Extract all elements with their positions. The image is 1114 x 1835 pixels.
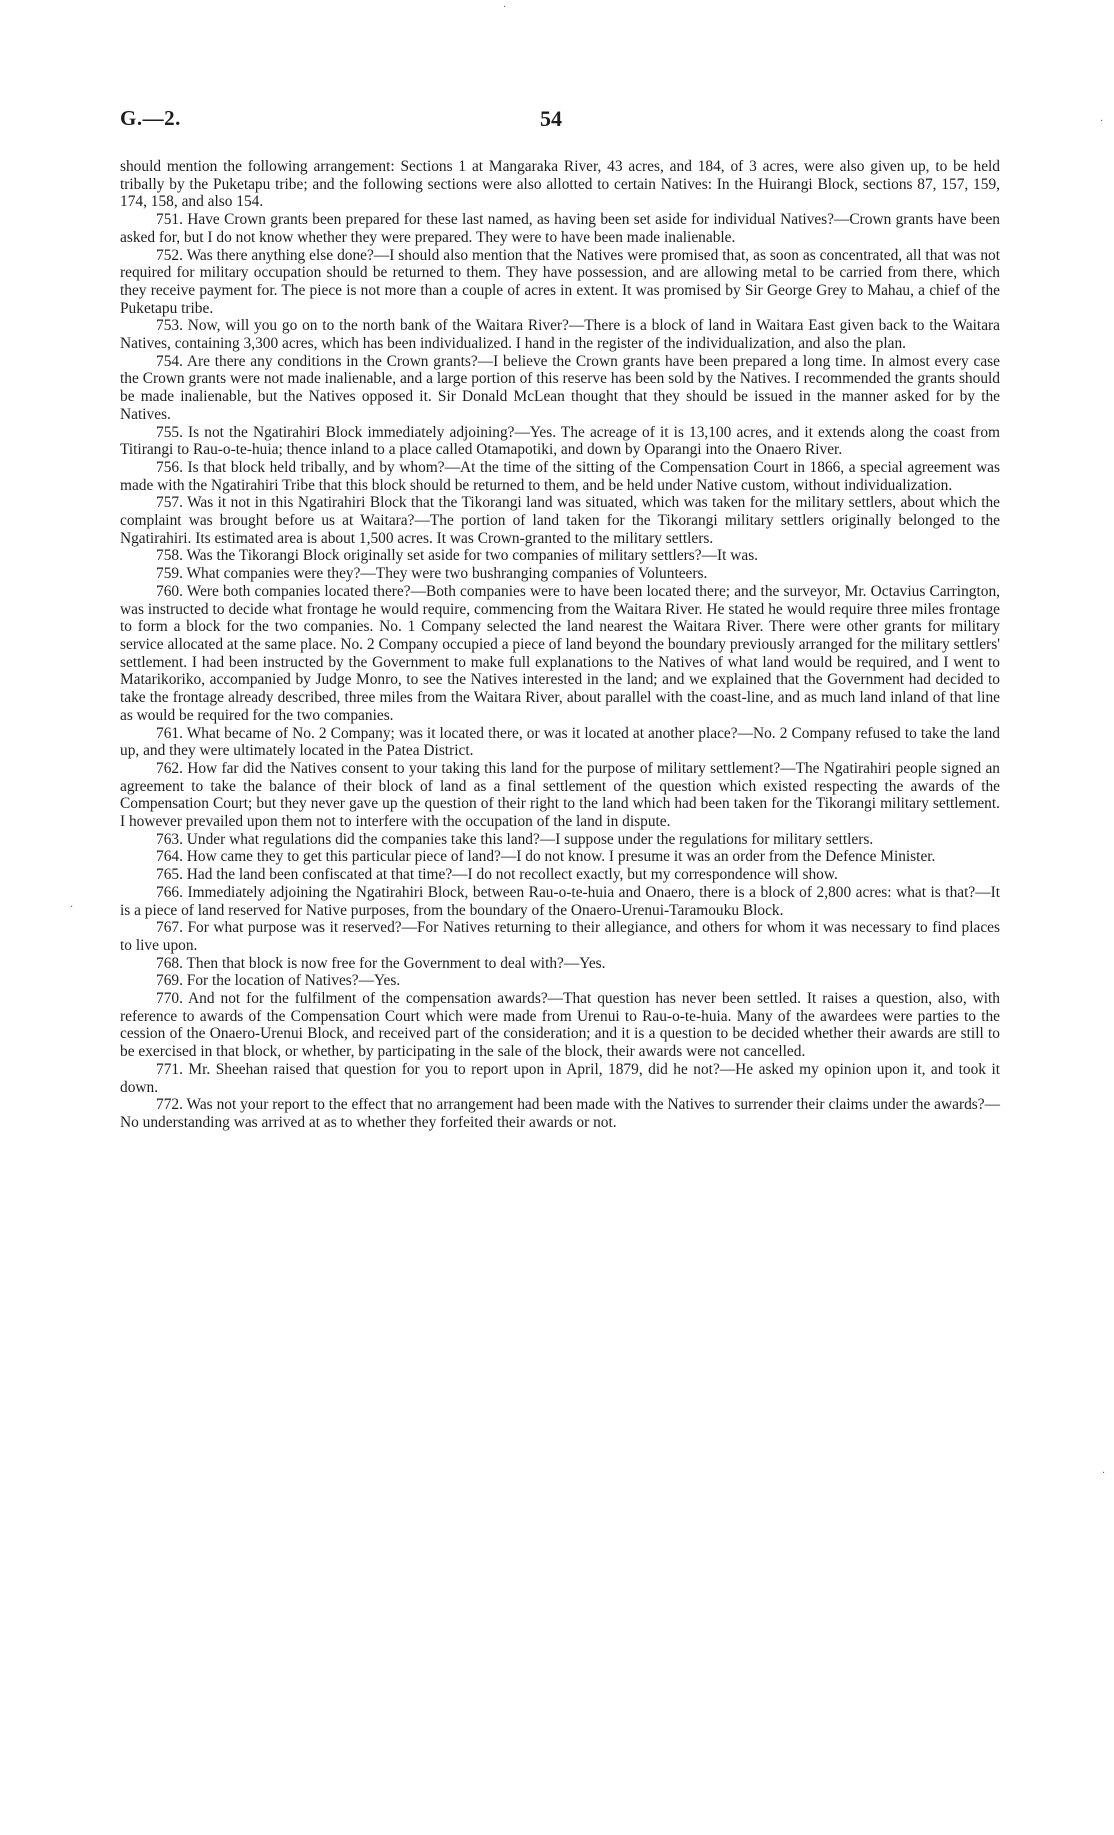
- paragraph-765: 765. Had the land been confiscated at that time?—I do not recollect exactly, but my correspondence will show.: [156, 866, 838, 884]
- scan-speck: ·: [1102, 1468, 1106, 1479]
- scan-speck: ·: [1100, 116, 1104, 127]
- scan-speck: ·: [70, 902, 74, 913]
- paragraph-766: 766. Immediately adjoining the Ngatirahiri Block, between Rau-o-te-huia and Onaero, there is a block of 2,800 acres: what is that?—It is a piece of land reserved for Native purposes, from the boundary of the Onaero-Urenui-Taramouku Block.: [120, 883, 1000, 919]
- paragraph-755: 755. Is not the Ngatirahiri Block immediately adjoining?—Yes. The acreage of it is 13,100 acres, and it extends along the coast from Titirangi to Rau-o-te-huia; thence inland to a place called Otamapotiki, and down by Oparangi into the Onaero River.: [120, 423, 1000, 459]
- paragraph-764: 764. How came they to get this particular piece of land?—I do not know. I presume it was an order from the Defence Minister.: [156, 848, 936, 866]
- page-number: 54: [540, 106, 562, 131]
- paragraph-771: 771. Mr. Sheehan raised that question for you to report upon in April, 1879, did he not?—He asked my opinion upon it, and took it down.: [120, 1060, 1000, 1096]
- paragraph-754: 754. Are there any conditions in the Crown grants?—I believe the Crown grants have been prepared a long time. In almost every case the Crown grants were not made inalienable, and a large portion of this reserve has been sold by the Natives. I recommended the grants should be made inalienable, but the Natives opposed it. Sir Donald McLean thought that they should be issued in the manner asked for by the Natives.: [120, 352, 1000, 423]
- paragraph-752: 752. Was there anything else done?—I should also mention that the Natives were promised that, as soon as concentrated, all that was not required for military occupation should be returned to them. They have possession, and are allowing metal to be carried from there, which they receive payment for. The piece is not more than a couple of acres in extent. It was promised by Sir George Grey to Mahau, a chief of the Puketapu tribe.: [120, 246, 1000, 317]
- paragraph-757: 757. Was it not in this Ngatirahiri Block that the Tikorangi land was situated, which was taken for the military settlers, about which the complaint was brought before us at Waitara?—The portion of land taken for the Tikorangi military settlers originally belonged to the Ngatirahiri. Its estimated area is about 1,500 acres. It was Crown-granted to the military settlers.: [120, 494, 1000, 547]
- paragraph-continuation: should mention the following arrangement: Sections 1 at Mangaraka River, 43 acres, and 184, of 3 acres, were also given up, to be held tribally by the Puketapu tribe; and the following sections were also allotted to certain Natives: In the Huirangi Block, sections 87, 157, 159, 174, 158, and also 154.: [120, 158, 1000, 211]
- document-reference: G.—2.: [120, 106, 181, 130]
- paragraph-770: 770. And not for the fulfilment of the compensation awards?—That question has never been settled. It raises a question, also, with reference to awards of the Compensation Court which were made from Urenui to Rau-o-te-huia. Many of the awardees were parties to the cession of the Onaero-Urenui Block, and received part of the consideration; and it is a question to be decided whether their awards are still to be exercised in that block, or whether, by participating in the sale of the block, their awards were not cancelled.: [120, 990, 1000, 1061]
- paragraph-758: 758. Was the Tikorangi Block originally set aside for two companies of military settlers?—It was.: [156, 547, 759, 565]
- paragraph-767: 767. For what purpose was it reserved?—For Natives returning to their allegiance, and others for whom it was necessary to find places to live upon.: [120, 919, 1000, 954]
- paragraph-760: 760. Were both companies located there?—Both companies were to have been located there; and the surveyor, Mr. Octavius Carrington, was instructed to decide what frontage he would require, commencing from the Waitara River. He stated he would require three miles frontage to form a block for the two companies. No. 1 Company selected the land nearest the Waitara River. There were other grants for military service allocated at the same place. No. 2 Company occupied a piece of land beyond the boundary previously arranged for the military settlers' settlement. I had been instructed by the Government to make full explanations to the Natives of what land would be required, and I went to Matarikoriko, accompanied by Judge Monro, to see the Natives interested in the land; and we explained that the Government had decided to take the frontage already described, three miles from the Waitara River, about parallel with the coast-line, and as much land inland of that line as would be required for the two companies.: [120, 582, 1000, 724]
- paragraph-762: 762. How far did the Natives consent to your taking this land for the purpose of military settlement?—The Ngatirahiri people signed an agreement to take the balance of their block of land as a final settlement of the question which existed respecting the awards of the Compensation Court; but they never gave up the question of their right to the land which had been taken for the Tikorangi military settlement. I however prevailed upon them not to interfere with the occupation of the land in dispute.: [120, 759, 1000, 831]
- scan-speck: ·: [503, 2, 507, 13]
- paragraph-769: 769. For the location of Natives?—Yes.: [156, 972, 401, 990]
- body-text: [120, 158, 1000, 1132]
- paragraph-772: 772. Was not your report to the effect that no arrangement had been made with the Natives to surrender their claims under the awards?—No understanding was arrived at as to whether they forfeited their awards or not.: [120, 1096, 1000, 1131]
- page-header: [120, 106, 1000, 140]
- paragraph-759: 759. What companies were they?—They were two bushranging companies of Volunteers.: [156, 565, 708, 583]
- paragraph-751: 751. Have Crown grants been prepared for these last named, as having been set aside for individual Natives?—Crown grants have been asked for, but I do not know whether they were prepared. They were to have been made inalienable.: [120, 211, 1000, 246]
- paragraph-756: 756. Is that block held tribally, and by whom?—At the time of the sitting of the Compensation Court in 1866, a special agreement was made with the Ngatirahiri Tribe that this block should be returned to them, and be held under Native custom, without individualization.: [120, 458, 1000, 494]
- paragraph-763: 763. Under what regulations did the companies take this land?—I suppose under the regulations for military settlers.: [156, 830, 874, 848]
- paragraph-761: 761. What became of No. 2 Company; was it located there, or was it located at another place?—No. 2 Company refused to take the land up, and they were ultimately located in the Patea District.: [120, 724, 1000, 760]
- paragraph-753: 753. Now, will you go on to the north bank of the Waitara River?—There is a block of land in Waitara East given back to the Waitara Natives, containing 3,300 acres, which has been individualized. I hand in the register of the individualization, and also the plan.: [120, 317, 1000, 353]
- paragraph-768: 768. Then that block is now free for the Government to deal with?—Yes.: [156, 954, 606, 972]
